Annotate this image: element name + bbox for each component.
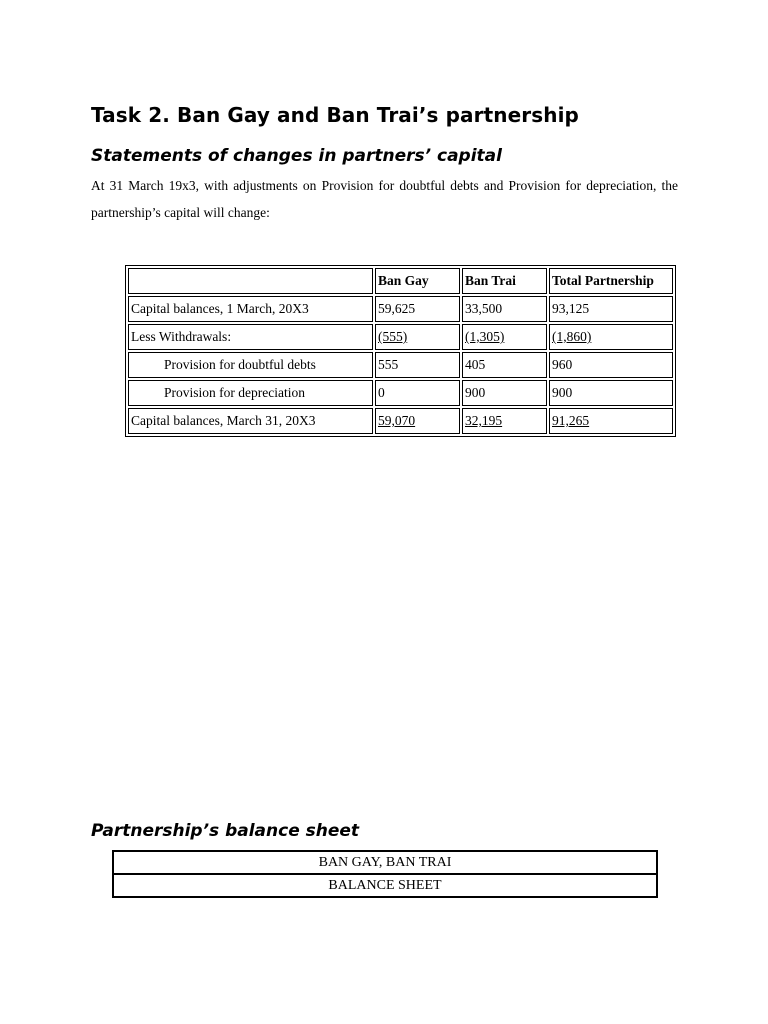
table-row — [128, 408, 673, 434]
table-row — [128, 296, 673, 322]
task-title: Task 2. Ban Gay and Ban Trai’s partnership — [91, 103, 579, 127]
cell-ban-trai: 33,500 — [462, 296, 547, 322]
cell-total-wrap — [549, 408, 673, 434]
cell-ban-gay-wrap — [375, 408, 460, 434]
balance-sheet-company: BAN GAY, BAN TRAI — [113, 851, 657, 874]
cell-ban-gay: 0 — [375, 380, 460, 406]
table-header-row — [128, 268, 673, 294]
table-row — [113, 874, 657, 897]
cell-ban-gay-wrap — [375, 324, 460, 350]
cell-total: 91,265 — [552, 413, 590, 428]
cell-ban-gay: 59,070 — [378, 413, 416, 428]
capital-changes-table — [125, 265, 676, 437]
statements-heading: Statements of changes in partners’ capital — [91, 146, 502, 166]
table-row — [128, 324, 673, 350]
balance-sheet-table — [112, 850, 658, 898]
cell-total: 960 — [549, 352, 673, 378]
header-cell-blank — [128, 268, 373, 294]
cell-ban-trai: 405 — [462, 352, 547, 378]
cell-ban-trai: 32,195 — [465, 413, 503, 428]
header-cell-ban-trai: Ban Trai — [462, 268, 547, 294]
cell-ban-gay: 59,625 — [375, 296, 460, 322]
header-cell-ban-gay: Ban Gay — [375, 268, 460, 294]
cell-total: (1,860) — [552, 329, 592, 344]
cell-ban-gay: (555) — [378, 329, 408, 344]
row-label: Capital balances, 1 March, 20X3 — [128, 296, 373, 322]
cell-total-wrap — [549, 324, 673, 350]
cell-total: 93,125 — [549, 296, 673, 322]
header-cell-total-partnership: Total Partnership — [549, 268, 673, 294]
cell-ban-trai: (1,305) — [465, 329, 505, 344]
balance-sheet-heading: Partnership’s balance sheet — [91, 821, 360, 841]
cell-ban-trai: 900 — [462, 380, 547, 406]
intro-paragraph: At 31 March 19x3, with adjustments on Provision for doubtful debts and Provision for depreciation, the partnership’s capital will change: — [91, 178, 678, 220]
balance-sheet-title: BALANCE SHEET — [113, 874, 657, 897]
row-label: Less Withdrawals: — [128, 324, 373, 350]
row-label: Provision for doubtful debts — [128, 352, 373, 378]
table-row — [128, 380, 673, 406]
cell-ban-trai-wrap — [462, 408, 547, 434]
row-label: Provision for depreciation — [128, 380, 373, 406]
table-row — [128, 352, 673, 378]
cell-ban-gay: 555 — [375, 352, 460, 378]
table-row — [113, 851, 657, 874]
cell-ban-trai-wrap — [462, 324, 547, 350]
cell-total: 900 — [549, 380, 673, 406]
row-label: Capital balances, March 31, 20X3 — [128, 408, 373, 434]
